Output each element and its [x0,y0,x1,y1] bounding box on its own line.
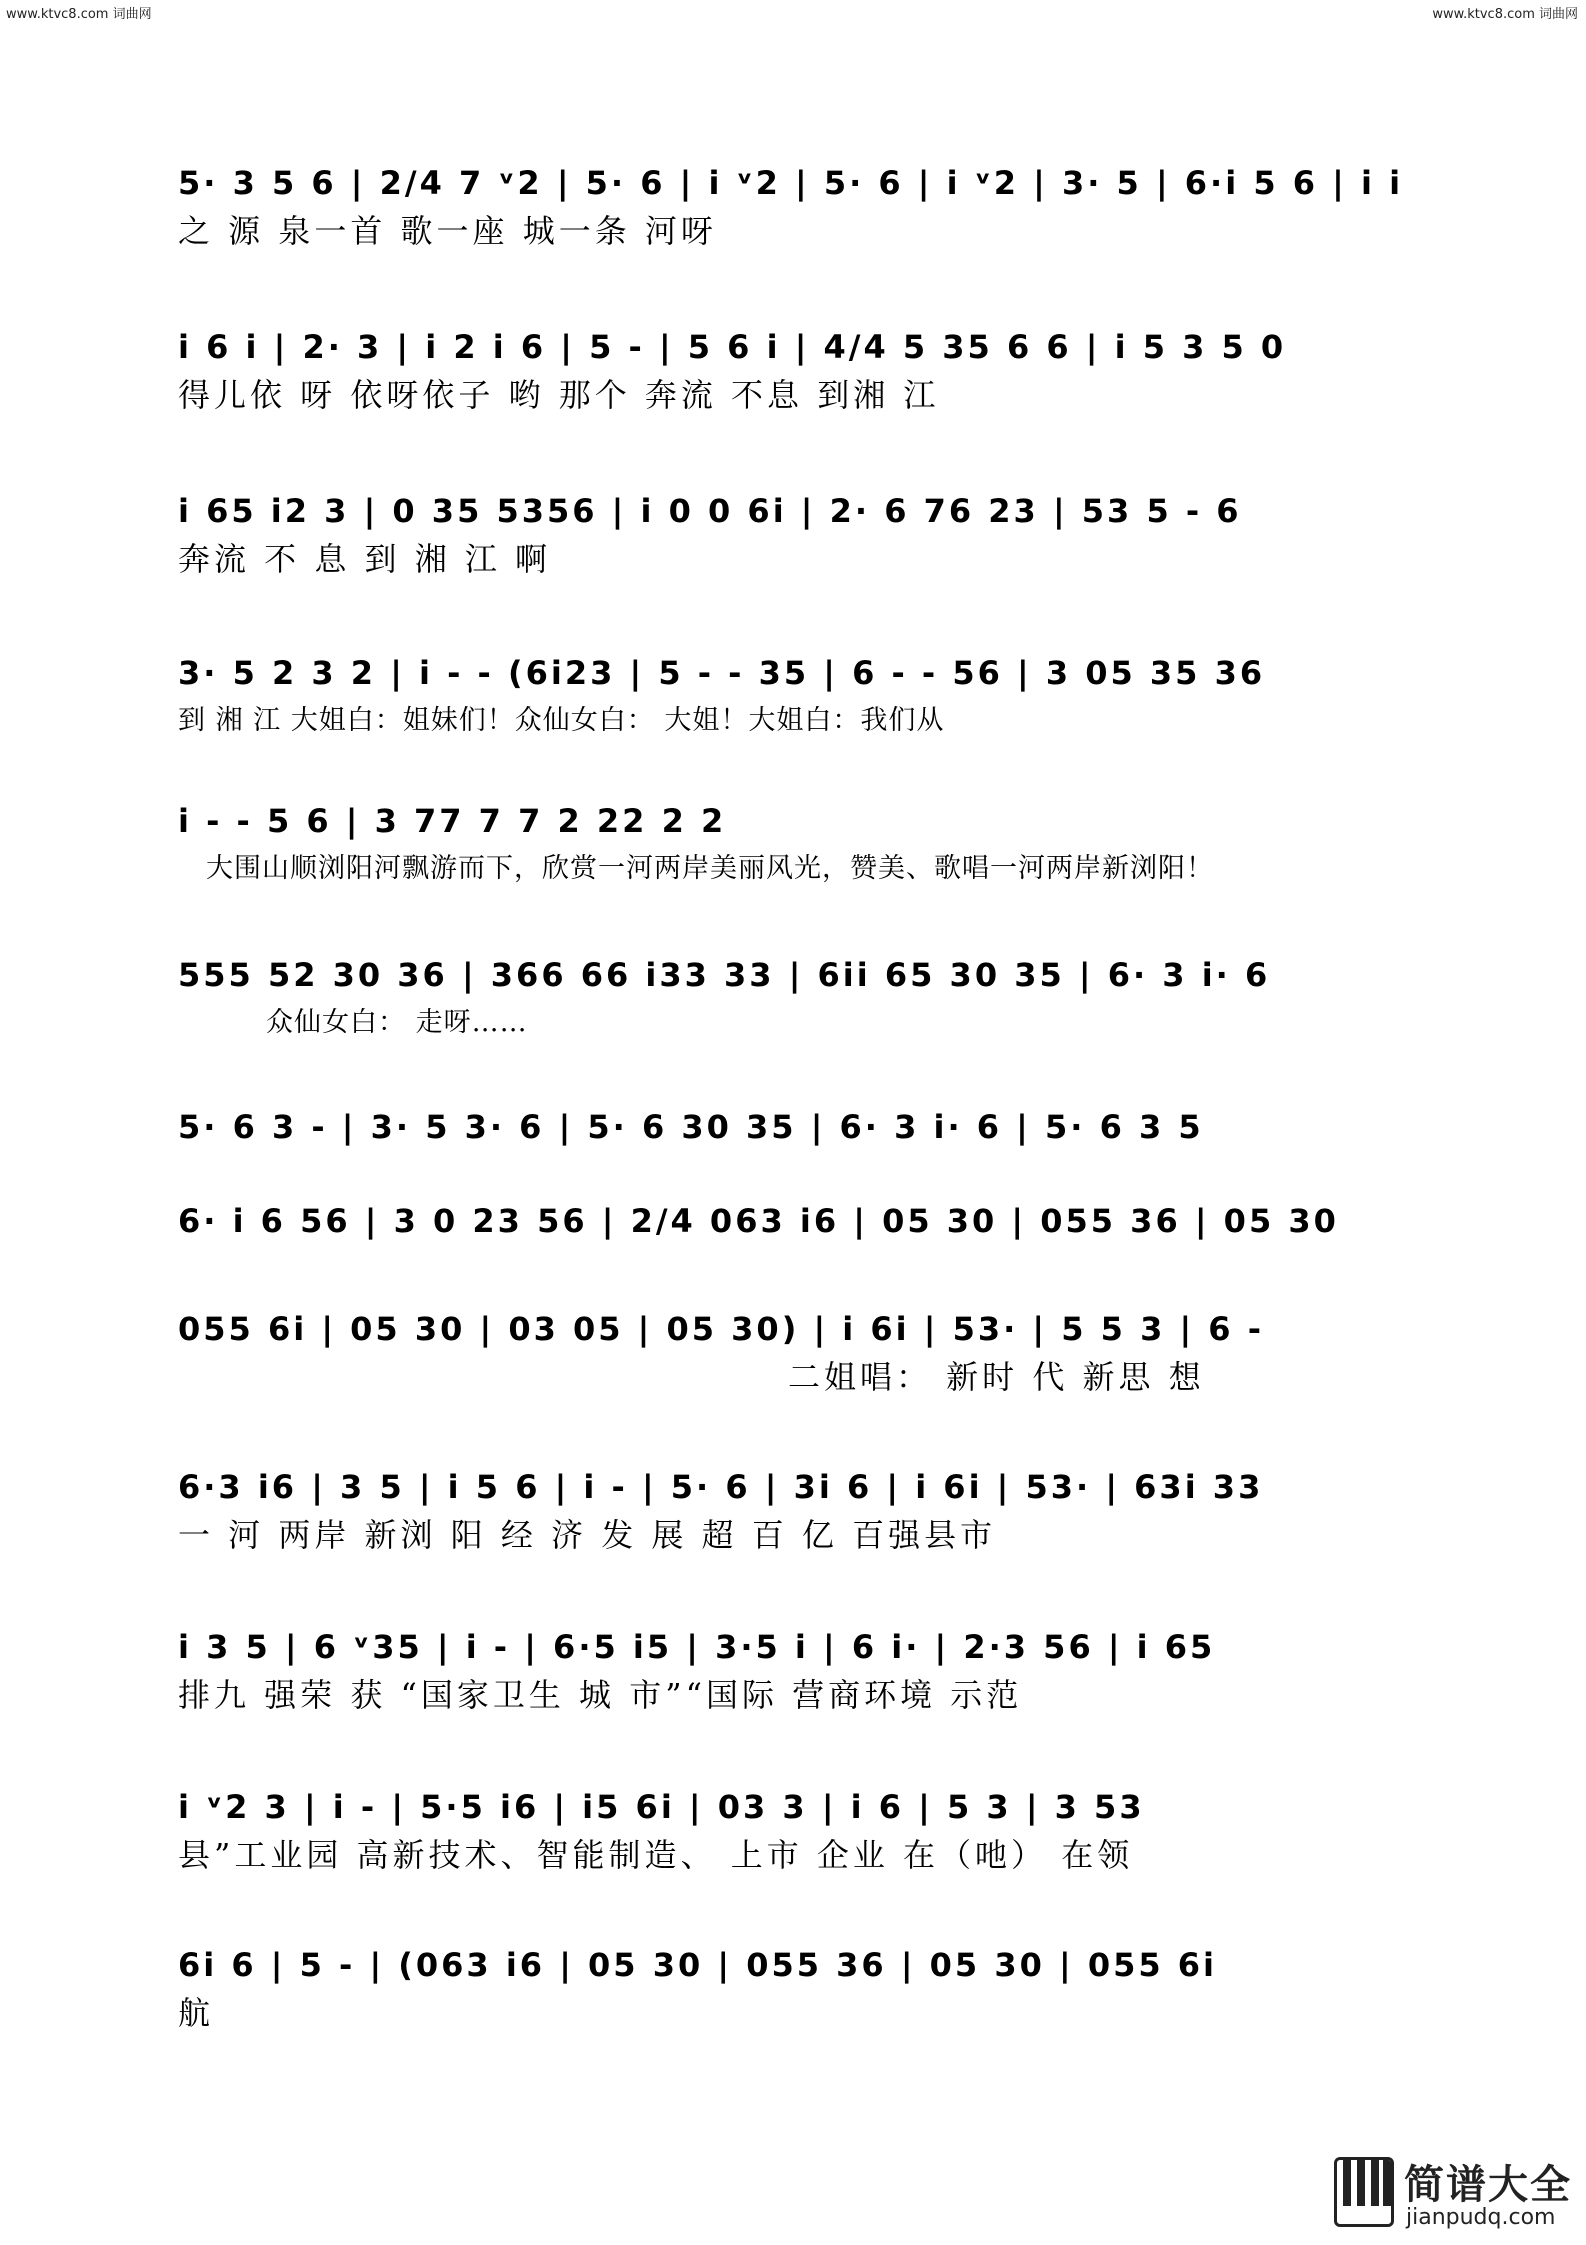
staff-row-1 [178,158,1438,254]
lyrics-line: 众仙女白： 走呀…… [266,1007,528,1038]
lyrics-line: 大围山顺浏阳河飘游而下，欣赏一河两岸美丽风光，赞美、歌唱一河两岸新浏阳！ [206,853,1214,884]
logo-title: 简谱大全 [1404,2162,1572,2208]
lyrics-line: 县”工业园 高新技术、智能制造、 上市 企业 在（吔） 在领 [178,1836,1134,1874]
logo-url: jianpudq.com [1406,2205,1556,2230]
staff-row-9 [178,1304,1438,1400]
staff-row-4 [178,648,1438,744]
lyrics-line: 奔流 不 息 到 湘 江 啊 [178,540,552,578]
notation-line: i 6 i | 2· 3 | i 2 i 6 | 5 - | 5 6 i | 4/4 5 35 6 6 | i 5 3 5 0 [178,328,1287,366]
piano-icon [1334,2157,1394,2227]
notation-line: 6·3 i6 | 3 5 | i 5 6 | i - | 5· 6 | 3i 6 | i 6i | 53· | 63i 33 [178,1468,1264,1506]
notation-line: i 3 5 | 6 ᵛ35 | i - | 6·5 i5 | 3·5 i | 6 i· | 2·3 56 | i 65 [178,1628,1216,1666]
notation-line: 055 6i | 05 30 | 03 05 | 05 30) | i 6i | 53· | 5 5 3 | 6 - [178,1310,1264,1348]
notation-line: 5· 6 3 - | 3· 5 3· 6 | 5· 6 30 35 | 6· 3 i· 6 | 5· 6 3 5 [178,1108,1204,1146]
notation-line: 6· i 6 56 | 3 0 23 56 | 2/4 063 i6 | 05 30 | 055 36 | 05 30 [178,1202,1339,1240]
site-logo [1334,2149,1574,2235]
lyrics-line: 一 河 两岸 新浏 阳 经 济 发 展 超 百 亿 百强县市 [178,1516,997,1554]
lyrics-line: 航 [178,1994,215,2032]
notation-line: 555 52 30 36 | 366 66 i33 33 | 6ii 65 30 35 | 6· 3 i· 6 [178,956,1271,994]
notation-line: 6i 6 | 5 - | (063 i6 | 05 30 | 055 36 | 05 30 | 055 6i [178,1946,1217,1984]
staff-row-12 [178,1782,1438,1878]
lyrics-line: 二姐唱： 新时 代 新思 想 [788,1358,1205,1396]
staff-row-13 [178,1940,1438,2036]
staff-row-2 [178,322,1438,418]
header-right-watermark: www.ktvc8.com 词曲网 [1432,7,1578,22]
staff-row-3 [178,486,1438,582]
staff-row-6 [178,950,1438,1046]
lyrics-line: 之 源 泉一首 歌一座 城一条 河呀 [178,212,717,250]
header-left-watermark: www.ktvc8.com 词曲网 [6,7,152,22]
staff-row-5 [178,796,1438,892]
notation-line: i - - 5 6 | 3 77 7 7 2 22 2 2 [178,802,727,840]
notation-line: 5· 3 5 6 | 2/4 7 ᵛ2 | 5· 6 | i ᵛ2 | 5· 6 | i ᵛ2 | 3· 5 | 6·i 5 6 | i i [178,164,1404,202]
notation-line: i ᵛ2 3 | i - | 5·5 i6 | i5 6i | 03 3 | i 6 | 5 3 | 3 53 [178,1788,1145,1826]
lyrics-line: 得儿依 呀 依呀依子 哟 那个 奔流 不息 到湘 江 [178,376,940,414]
staff-row-7 [178,1102,1438,1152]
staff-row-11 [178,1622,1438,1718]
notation-line: 3· 5 2 3 2 | i - - (6i23 | 5 - - 35 | 6 - - 56 | 3 05 35 36 [178,654,1266,692]
lyrics-line: 排九 强荣 获 “国家卫生 城 市”“国际 营商环境 示范 [178,1676,1023,1714]
notation-line: i 65 i2 3 | 0 35 5356 | i 0 0 6i | 2· 6 76 23 | 53 5 - 6 [178,492,1242,530]
staff-row-8 [178,1196,1438,1246]
staff-row-10 [178,1462,1438,1558]
lyrics-line: 到 湘 江 大姐白：姐妹们！众仙女白： 大姐！大姐白：我们从 [178,705,945,736]
